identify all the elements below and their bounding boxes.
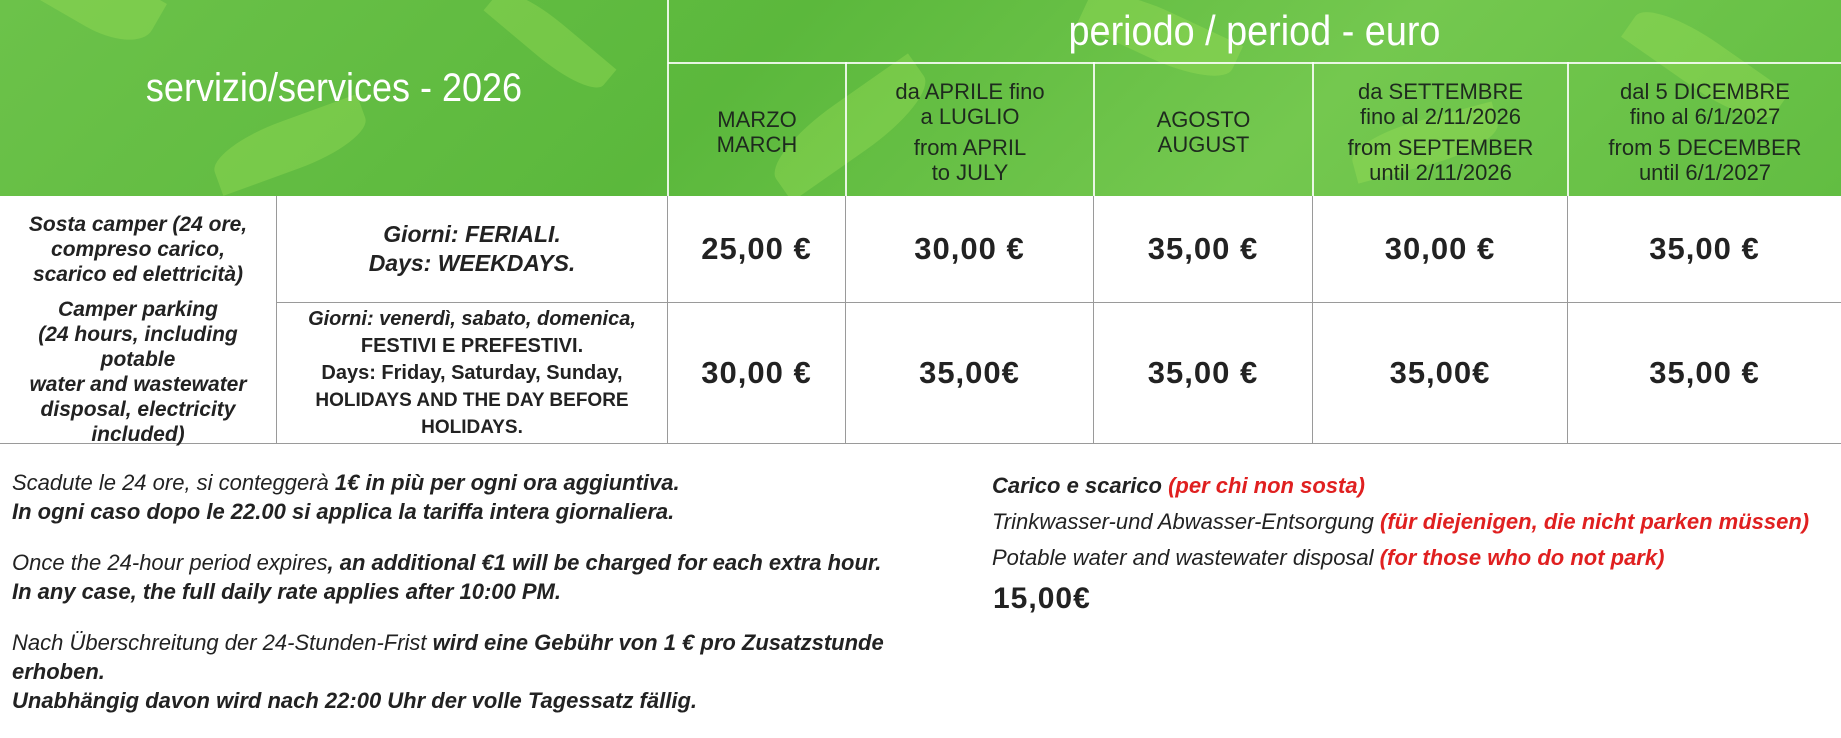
price-cell: 35,00 € [1649, 231, 1760, 266]
period-title: periodo / period - euro [1068, 7, 1441, 54]
price-cell: 30,00 € [1384, 231, 1496, 266]
price-cell: 35,00€ [919, 355, 1020, 390]
service-description-en: Camper parking (24 hours, including potable water and wastewater disposal, electricity included) [29, 298, 247, 446]
price-cell: 30,00 € [914, 231, 1025, 266]
service-description-it: Sosta camper (24 ore, compreso carico, scarico ed elettricità) [28, 212, 248, 286]
column-head-september: da SETTEMBRE fino al 2/11/2026 from SEPTEMBER until 2/11/2026 [1347, 79, 1534, 185]
price-cell: 30,00 € [701, 355, 812, 390]
services-title: servizio/services - 2026 [145, 65, 523, 110]
price-cell: 35,00€ [1389, 355, 1491, 390]
extra-hour-notes [12, 468, 972, 737]
price-cell: 35,00 € [1147, 355, 1259, 390]
note-italian: Scadute le 24 ore, si conteggerà 1€ in più per ogni ora aggiuntiva. In ogni caso dopo le 22.00 si applica la tariffa intera giornaliera. [12, 470, 680, 524]
column-head-march: MARZO MARCH [716, 107, 798, 157]
note-german: Nach Überschreitung der 24-Stunden-Frist wird eine Gebühr von 1 € pro Zusatzstunde erhoben. Unabhängig davon wird nach 22:00 Uhr der volle Tagessatz fällig. [12, 630, 884, 713]
column-head-april-july: da APRILE fino a LUGLIO from APRIL to JULY [895, 79, 1045, 185]
disposal-info: Carico e scarico (per chi non sosta) Trinkwasser-und Abwasser-Entsorgung (für diejenigen, die nicht parken müssen) Potable water and wastewater disposal (for those who do not park) [992, 473, 1810, 570]
row-weekdays-label: Giorni: FERIALI. Days: WEEKDAYS. [368, 221, 576, 276]
row-weekend-label: Giorni: venerdì, sabato, domenica, FESTIVI E PREFESTIVI. Days: Friday, Saturday, Sunday, HOLIDAYS AND THE DAY BEFORE HOLIDAYS. [308, 307, 636, 438]
note-english: Once the 24-hour period expires, an additional €1 will be charged for each extra hour. In any case, the full daily rate applies after 10:00 PM. [12, 550, 882, 604]
column-head-august: AGOSTO AUGUST [1156, 107, 1251, 157]
price-cell: 25,00 € [701, 231, 812, 266]
price-cell: 35,00 € [1649, 355, 1760, 390]
price-cell: 35,00 € [1147, 231, 1259, 266]
header-band [0, 0, 1841, 196]
column-head-december: dal 5 DICEMBRE fino al 6/1/2027 from 5 DECEMBER until 6/1/2027 [1608, 79, 1802, 185]
disposal-price: 15,00€ [993, 582, 1091, 615]
